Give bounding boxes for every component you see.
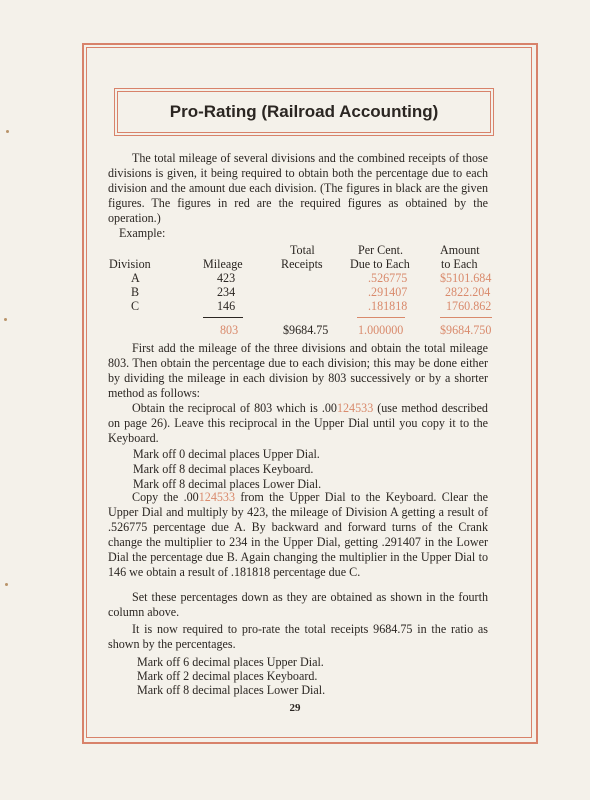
- total-mileage: 803: [220, 323, 239, 337]
- row-b-amount: 2822.204: [445, 285, 491, 299]
- row-b-division: B: [131, 285, 140, 299]
- reciprocal-digits: 124533: [336, 401, 374, 415]
- row-c-amount: 1760.862: [446, 299, 492, 313]
- margin-speck: [4, 318, 7, 321]
- row-c-percent: .181818: [368, 299, 408, 313]
- row-b-percent: .291407: [368, 285, 408, 299]
- header-receipts-line2: Receipts: [281, 257, 323, 271]
- margin-speck: [5, 583, 8, 586]
- title-box: [117, 91, 491, 133]
- markoff-lower-dial-2: Mark off 8 decimal places Lower Dial.: [137, 683, 326, 697]
- example-label: Example:: [119, 226, 166, 240]
- header-amount-line1: Amount: [440, 243, 480, 257]
- row-b-mileage: 234: [217, 285, 236, 299]
- page-number: 29: [289, 702, 301, 714]
- header-amount-line2: to Each: [441, 257, 478, 271]
- total-amount: $9684.750: [440, 323, 492, 337]
- markoff-keyboard-1: Mark off 8 decimal places Keyboard.: [133, 462, 314, 476]
- header-percent-line2: Due to Each: [350, 257, 410, 271]
- margin-speck: [6, 130, 9, 133]
- row-a-mileage: 423: [217, 271, 236, 285]
- total-percent: 1.000000: [358, 323, 404, 337]
- copy-paragraph: Copy the .00124533 from the Upper Dial to the Keyboard. Clear the Upper Dial and multiply by 423, the mileage of Division A getting a result of .526775 percentage due A. By backward and forward turns of the Crank change the multiplier to 234 in the Upper Dial, getting .291407 in the Lower Dial the percentage due B. Again changing the multiplier in the Upper Dial to 146 we obtain a result of .181818 percentage due C.: [108, 490, 488, 579]
- header-mileage: Mileage: [203, 257, 243, 271]
- markoff-upper-dial-2: Mark off 6 decimal places Upper Dial.: [137, 655, 324, 669]
- reciprocal-paragraph: Obtain the reciprocal of 803 which is .00124533 (use method described on page 26). Leave this reciprocal in the Upper Dial until you copy it to the Keyboard.: [108, 401, 488, 445]
- header-percent-line1: Per Cent.: [358, 243, 404, 257]
- set-percentages-paragraph: Set these percentages down as they are obtained as shown in the fourth column above.: [108, 590, 488, 619]
- markoff-upper-dial-1: Mark off 0 decimal places Upper Dial.: [133, 447, 320, 461]
- reciprocal-digits-copy: 124533: [198, 490, 236, 504]
- explanation-paragraph-1: First add the mileage of the three divisions and obtain the total mileage 803. Then obtain the percentage due to each division; this may be done either by dividing the mileage in each division by 803 successively or by a shorter method as follows:: [108, 341, 488, 400]
- percent-sum-rule: [357, 317, 405, 318]
- header-division: Division: [109, 257, 151, 271]
- markoff-keyboard-2: Mark off 2 decimal places Keyboard.: [137, 669, 318, 683]
- markoff-lower-dial-1: Mark off 8 decimal places Lower Dial.: [133, 477, 322, 491]
- header-receipts-line1: Total: [290, 243, 315, 257]
- row-a-percent: .526775: [368, 271, 408, 285]
- row-c-division: C: [131, 299, 140, 313]
- amount-sum-rule: [440, 317, 492, 318]
- row-c-mileage: 146: [217, 299, 236, 313]
- page-title: Pro-Rating (Railroad Accounting): [169, 102, 439, 121]
- intro-paragraph: The total mileage of several divisions and the combined receipts of those divisions is given, it being required to obtain both the percentage due to each division and the amount due each division. (The figures in black are the given figures. The figures in red are the required figures as obtained by the operation.): [108, 151, 488, 225]
- mileage-sum-rule: [203, 317, 243, 318]
- pro-rate-paragraph: It is now required to pro-rate the total receipts 9684.75 in the ratio as shown by the percentages.: [108, 622, 488, 651]
- row-a-amount: $5101.684: [440, 271, 492, 285]
- total-receipts: $9684.75: [283, 323, 329, 337]
- row-a-division: A: [131, 271, 140, 285]
